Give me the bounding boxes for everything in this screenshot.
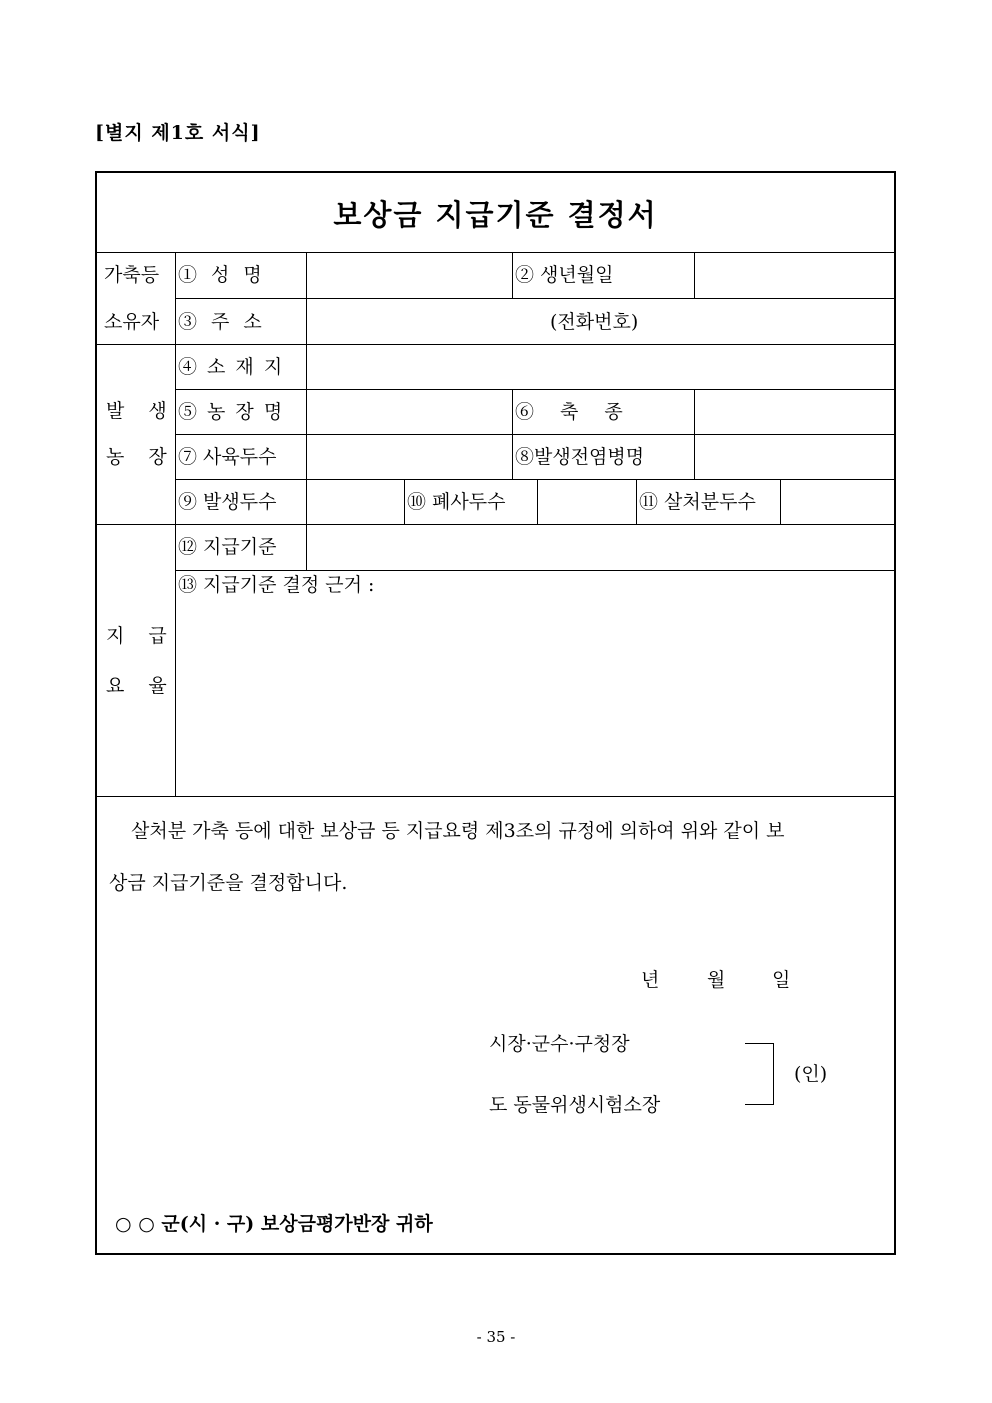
payment-section-label: 요 율 [106,675,167,697]
date-year-label: 년 [641,969,660,991]
page-number: - 35 - [476,1328,516,1346]
form-caption: [별지 제1호 서식] [95,122,261,144]
payment-standard-label: ⑫ 지급기준 [178,536,277,558]
phone-label: (전화번호) [550,311,639,333]
column-divider [512,389,513,479]
section-divider [97,796,894,797]
row-divider [175,389,894,390]
column-divider [636,479,637,524]
column-divider [694,389,695,479]
owner-section-label: 소유자 [104,311,160,333]
addressee: ○ ○ 군(시 · 구) 보상금평가반장 귀하 [115,1213,433,1235]
form-frame [95,171,896,1255]
name-label: ① 성 명 [178,264,262,286]
row-divider [175,570,894,571]
standard-basis-label: ⑬ 지급기준 결정 근거 : [178,574,375,596]
species-label: ⑥ 축 종 [515,401,623,423]
disease-name-label: ⑧발생전염병명 [515,446,645,468]
title-divider [97,252,894,253]
row-divider [175,434,894,435]
label-column-divider [175,252,176,796]
statement-text: 살처분 가축 등에 대한 보상금 등 지급요령 제3조의 규정에 의하여 위와 같이 보 [131,820,785,842]
location-label: ④ 소 재 지 [178,356,283,378]
farm-section-label: 농 장 [106,446,167,468]
signer-mayor: 시장·군수·구청장 [489,1033,630,1055]
signer-institute-director: 도 동물위생시험소장 [489,1094,661,1116]
farm-section-label: 발 생 [106,400,167,422]
address-label: ③ 주 소 [178,311,262,333]
birthdate-label: ② 생년월일 [515,264,614,286]
column-divider [512,252,513,298]
section-divider [97,344,894,345]
column-divider [306,252,307,570]
column-divider [780,479,781,524]
date-day-label: 일 [772,969,791,991]
column-divider [694,252,695,298]
owner-section-label: 가축등 [104,264,160,286]
statement-text: 상금 지급기준을 결정합니다. [109,872,348,894]
farm-name-label: ⑤ 농 장 명 [178,401,283,423]
column-divider [537,479,538,524]
form-title: 보상금 지급기준 결정서 [333,198,658,232]
payment-section-label: 지 급 [106,625,167,647]
row-divider [175,298,894,299]
seal-mark: (인) [794,1063,828,1085]
head-raised-label: ⑦ 사육두수 [178,446,277,468]
row-divider [175,479,894,480]
signer-bracket [745,1043,774,1105]
head-dead-label: ⑩ 폐사두수 [407,491,506,513]
head-culled-label: ⑪ 살처분두수 [639,491,756,513]
column-divider [404,479,405,524]
date-month-label: 월 [707,969,726,991]
head-affected-label: ⑨ 발생두수 [178,491,277,513]
section-divider [97,524,894,525]
